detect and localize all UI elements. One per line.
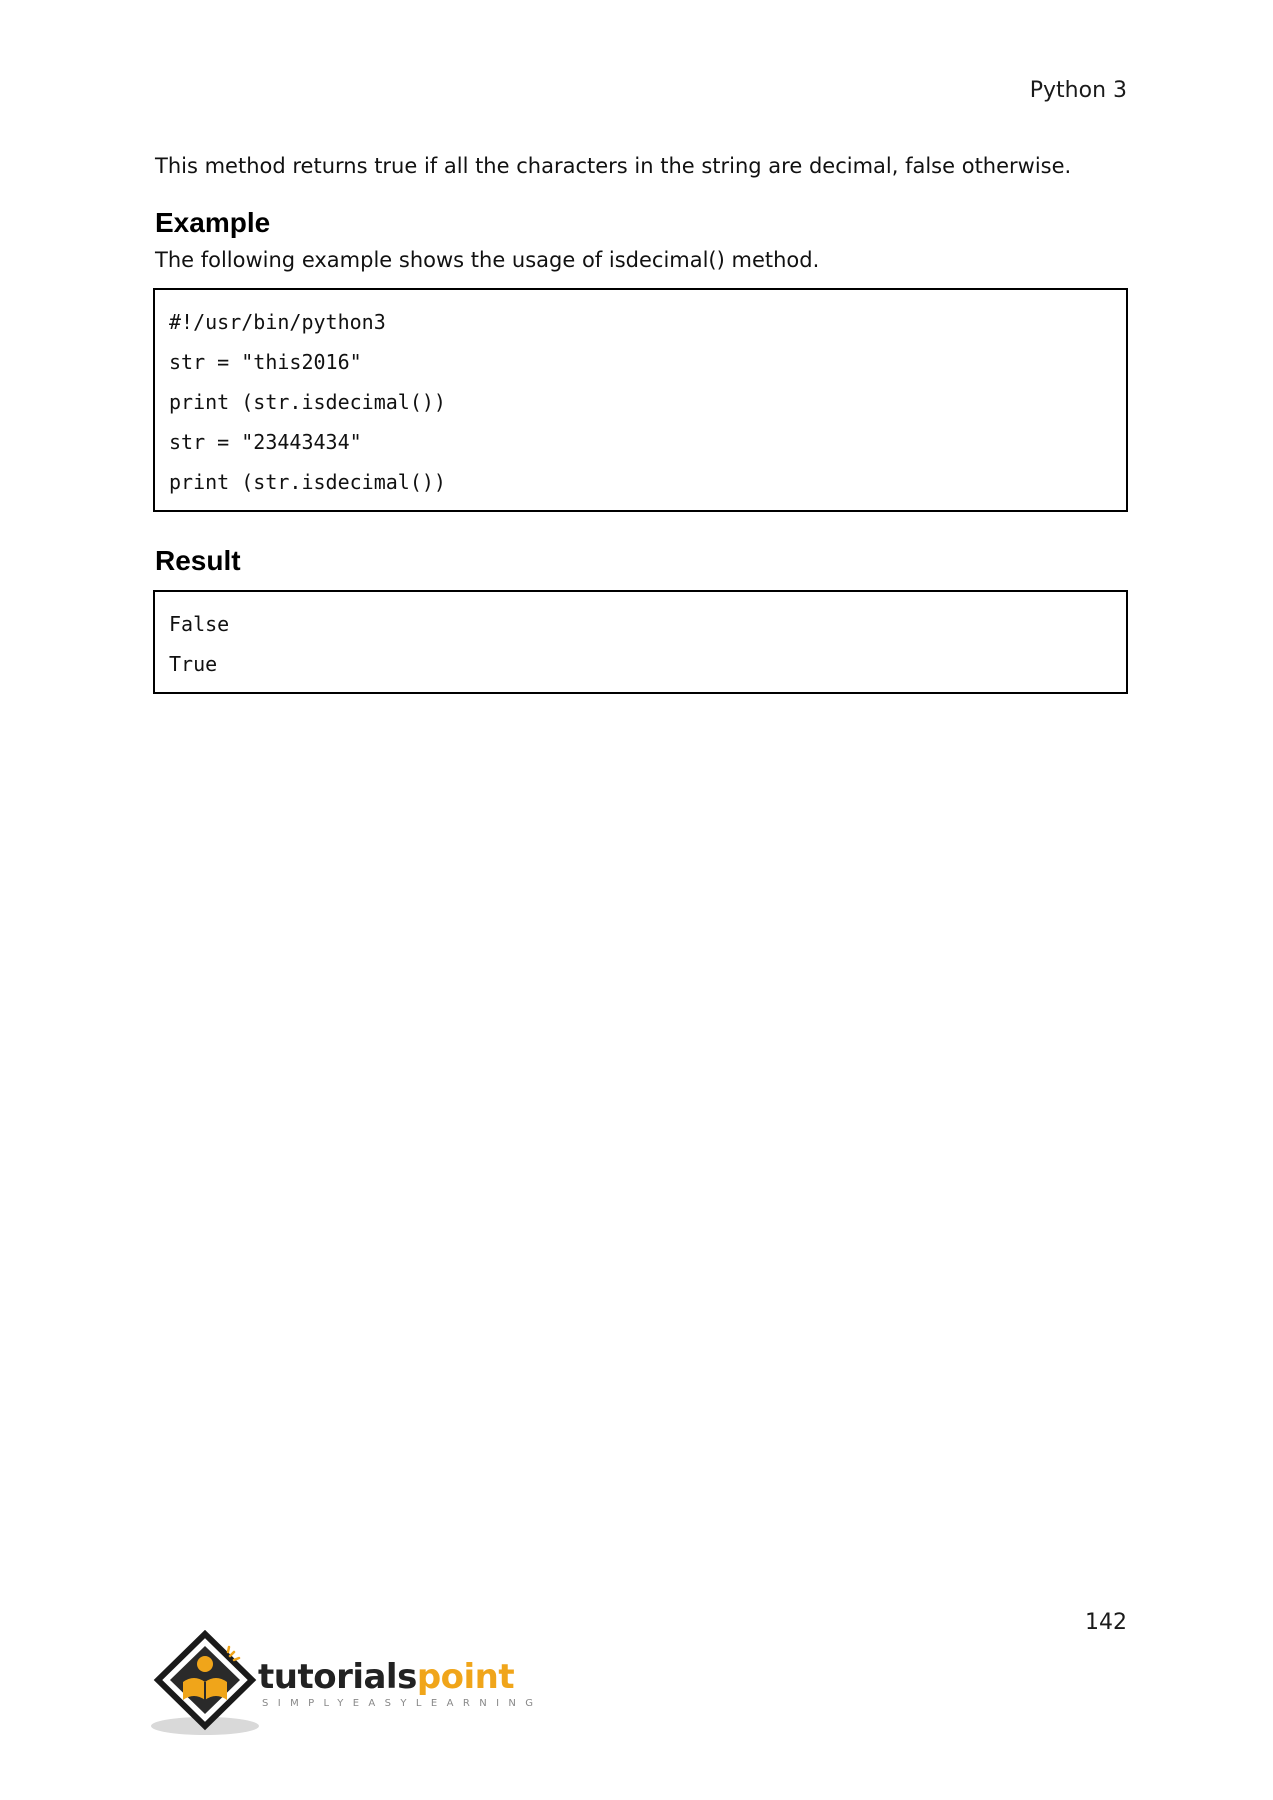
example-code-block — [153, 288, 1128, 512]
code-line: print (str.isdecimal()) — [169, 470, 446, 494]
code-line: str = "23443434" — [169, 430, 362, 454]
page-number: 142 — [1085, 1610, 1127, 1635]
code-line: print (str.isdecimal()) — [169, 390, 446, 414]
code-line: str = "this2016" — [169, 350, 362, 374]
output-line: True — [169, 652, 218, 676]
intro-paragraph: This method returns true if all the characters in the string are decimal, false otherwise. — [155, 154, 1072, 178]
example-heading: Example — [155, 207, 271, 238]
code-line: #!/usr/bin/python3 — [169, 310, 386, 334]
tutorialspoint-logo — [150, 1630, 543, 1740]
logo-word-point: point — [416, 1657, 515, 1697]
running-header: Python 3 — [1029, 78, 1127, 103]
output-line: False — [169, 612, 230, 636]
page-content — [155, 152, 1128, 694]
result-heading: Result — [155, 545, 241, 576]
logo-tagline: SIMPLYEASYLEARNING — [262, 1698, 543, 1709]
logo-wordmark — [258, 1658, 514, 1696]
result-output-block — [153, 590, 1128, 694]
example-description: The following example shows the usage of isdecimal() method. — [155, 248, 820, 272]
logo-emblem-icon — [150, 1630, 260, 1740]
logo-word-tutorials: tutorials — [258, 1657, 417, 1697]
